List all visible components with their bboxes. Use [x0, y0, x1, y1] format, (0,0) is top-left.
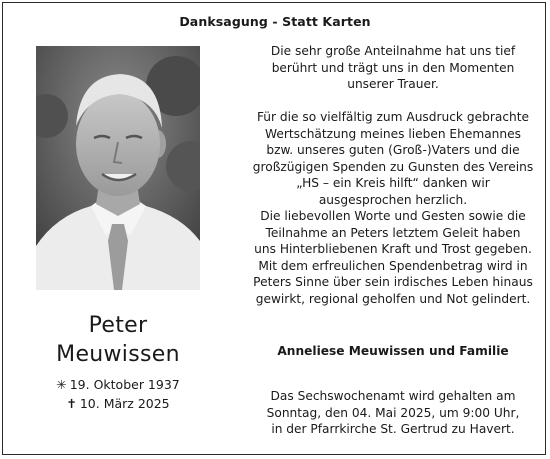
thanks-paragraph-2: Für die so vielfältig zum Ausdruck gebrachte Wertschätzung meines lieben Ehemannes bzw. unseres guten (Groß-)Vaters und die großzügigen Spenden zu Gunsten des Vereins „HS – ein Kreis hilft“ danken wir ausgesprochen herzlich. Die liebevollen Worte und Gesten sowie die Teilnahme an Peters letztem Geleit haben uns Hinterbliebenen Kraft und Trost gegeben. Mit dem erfreulichen Spendenbetrag wird in Peters Sinne über sein irdisches Leben hinaus gewirkt, regional geholfen und Not gelindert.	[252, 110, 534, 306]
birth-date: 19. Oktober 1937	[69, 377, 180, 392]
death-line	[36, 394, 200, 413]
portrait-photo	[36, 46, 200, 290]
birth-line	[36, 375, 200, 394]
death-cross-icon: ✝	[66, 396, 77, 411]
last-name: Meuwissen	[56, 342, 180, 367]
first-name: Peter	[88, 313, 148, 338]
mass-announcement: Das Sechswochenamt wird gehalten am Sonntag, den 04. Mai 2025, um 9:00 Uhr, in der Pfarrkirche St. Gertrud zu Havert.	[266, 389, 520, 436]
birth-star-icon: ✳	[56, 377, 67, 392]
notice-heading: Danksagung - Statt Karten	[179, 14, 371, 29]
thanks-paragraph-1: Die sehr große Anteilnahme hat uns tief berührt und trägt uns in den Momenten unserer Trauer.	[270, 44, 516, 91]
signature: Anneliese Meuwissen und Familie	[277, 344, 509, 358]
death-date: 10. März 2025	[79, 396, 170, 411]
